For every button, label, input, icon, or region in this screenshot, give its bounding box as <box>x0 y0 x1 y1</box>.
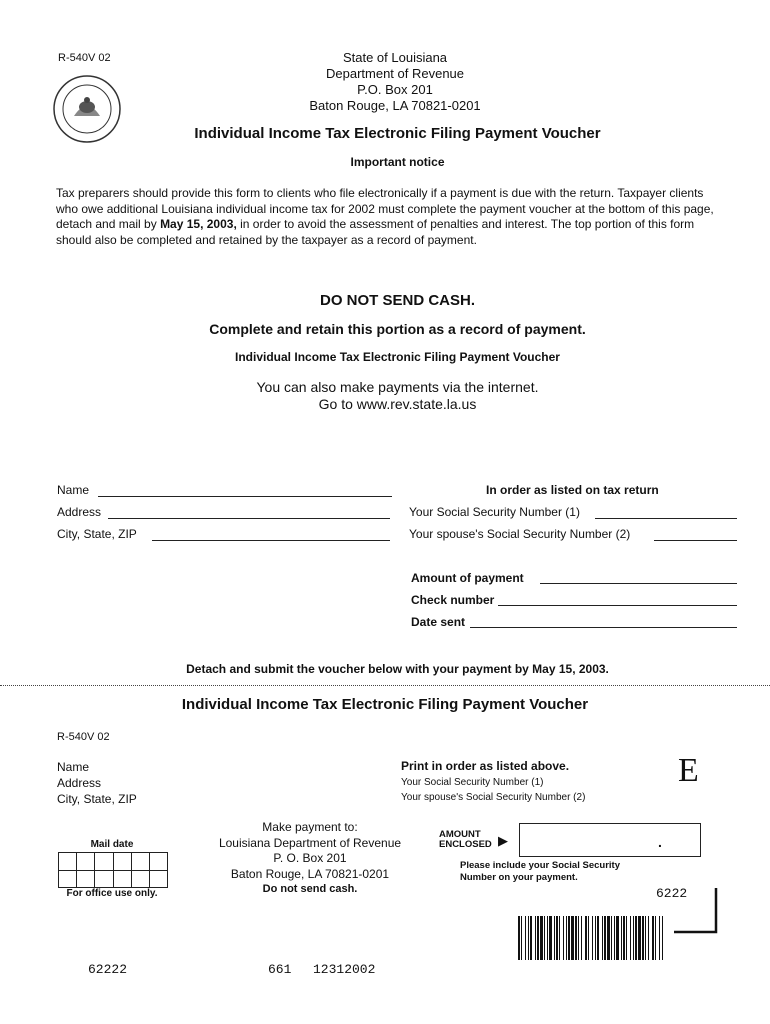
barcode-bar <box>549 916 552 960</box>
decimal-point: . <box>658 834 662 850</box>
barcode <box>518 916 666 960</box>
retain-heading: Complete and retain this portion as a record of payment. <box>209 321 586 337</box>
amount-label-line: ENCLOSED <box>439 839 492 850</box>
barcode-bar <box>611 916 612 960</box>
notice-paragraph <box>56 186 720 248</box>
amount-label-line: AMOUNT <box>439 829 481 840</box>
record-title: Individual Income Tax Electronic Filing Payment Voucher <box>235 350 560 364</box>
barcode-bar <box>602 916 603 960</box>
mail-date-label: Mail date <box>90 839 134 850</box>
amount-enclosed-label <box>439 830 492 850</box>
barcode-bar <box>652 916 654 960</box>
barcode-bar <box>595 916 596 960</box>
agency-line: Department of Revenue <box>325 66 465 81</box>
agency-line: P.O. Box 201 <box>357 82 433 97</box>
important-notice: Important notice <box>350 155 445 169</box>
detach-instruction: Detach and submit the voucher below with your payment by May 15, 2003. <box>186 662 609 676</box>
barcode-bar <box>623 916 625 960</box>
page-title: Individual Income Tax Electronic Filing Payment Voucher <box>194 125 601 142</box>
internet-line: Go to www.rev.state.la.us <box>318 396 477 412</box>
pay-to-address <box>205 820 415 898</box>
barcode-bar <box>607 916 610 960</box>
arrow-right-icon: ▶ <box>498 833 508 848</box>
barcode-bar <box>626 916 627 960</box>
barcode-bar <box>585 916 587 960</box>
internet-line: You can also make payments via the internet. <box>256 379 539 395</box>
barcode-bar <box>648 916 649 960</box>
city-field[interactable] <box>152 540 390 541</box>
voucher-form-code: R-540V 02 <box>57 731 110 743</box>
barcode-bar <box>638 916 641 960</box>
mail-date-grid <box>58 852 168 888</box>
barcode-bar <box>597 916 599 960</box>
ocr-line-2: 661 <box>268 962 292 977</box>
voucher-no-cash: Do not send cash. <box>262 883 358 895</box>
barcode-bar <box>556 916 558 960</box>
voucher-code: 6222 <box>656 886 688 901</box>
barcode-bar <box>568 916 570 960</box>
barcode-bar <box>645 916 646 960</box>
name-label: Name <box>57 483 90 497</box>
include-line: Number on your payment. <box>460 872 578 883</box>
barcode-bar <box>662 916 663 960</box>
barcode-bar <box>630 916 631 960</box>
barcode-bar <box>621 916 622 960</box>
date-sent-field[interactable] <box>470 627 737 628</box>
barcode-bar <box>525 916 526 960</box>
barcode-bar <box>614 916 615 960</box>
barcode-bar <box>554 916 555 960</box>
ocr-line-1: 62222 <box>88 962 128 977</box>
amount-enclosed-field[interactable] <box>519 823 701 857</box>
pay-to-line: Baton Rouge, LA 70821-0201 <box>230 866 390 881</box>
barcode-bar <box>659 916 660 960</box>
barcode-bar <box>592 916 593 960</box>
ssn1-label: Your Social Security Number (1) <box>409 505 580 519</box>
name-field[interactable] <box>98 496 392 497</box>
barcode-bar <box>571 916 574 960</box>
voucher-name-label: Name <box>57 760 90 774</box>
no-cash-heading: DO NOT SEND CASH. <box>319 292 475 309</box>
barcode-bar <box>521 916 522 960</box>
amount-field[interactable] <box>540 583 737 584</box>
voucher-ssn2: Your spouse's Social Security Number (2) <box>401 792 586 803</box>
barcode-bar <box>642 916 644 960</box>
form-code: R-540V 02 <box>58 52 111 64</box>
pay-to-line: P. O. Box 201 <box>273 851 347 865</box>
office-use-note: For office use only. <box>66 888 158 899</box>
ssn1-field[interactable] <box>595 518 737 519</box>
voucher-ssn1: Your Social Security Number (1) <box>401 777 544 788</box>
notice-text: in order to avoid the assessment of penalties and interest. The top portion of this form should also be completed and retained by the taxpayer as a record of payment. <box>56 217 695 247</box>
agency-line: Baton Rouge, LA 70821-0201 <box>309 98 481 113</box>
ssn2-field[interactable] <box>654 540 737 541</box>
barcode-bar <box>655 916 656 960</box>
barcode-bar <box>540 916 543 960</box>
agency-address <box>250 50 540 114</box>
ssn2-label: Your spouse's Social Security Number (2) <box>409 527 631 541</box>
barcode-bar <box>633 916 634 960</box>
date-sent-label: Date sent <box>411 615 466 629</box>
voucher-labels <box>57 759 137 807</box>
address-label: Address <box>57 505 102 519</box>
notice-deadline: May 15, 2003, <box>160 217 237 231</box>
barcode-bar <box>635 916 637 960</box>
print-order: Print in order as listed above. <box>401 759 570 773</box>
barcode-bar <box>616 916 619 960</box>
include-line: Please include your Social Security <box>460 860 620 871</box>
barcode-bar <box>588 916 589 960</box>
amount-label: Amount of payment <box>411 571 524 585</box>
address-field[interactable] <box>108 518 390 519</box>
check-label: Check number <box>411 593 495 607</box>
barcode-bar <box>544 916 545 960</box>
barcode-bar <box>575 916 577 960</box>
barcode-bar <box>566 916 567 960</box>
barcode-bar <box>563 916 564 960</box>
check-field[interactable] <box>498 605 737 606</box>
internet-note <box>0 379 770 413</box>
barcode-bar <box>604 916 606 960</box>
pay-to-line: Make payment to: <box>262 820 358 834</box>
barcode-bar <box>578 916 579 960</box>
corner-mark-icon <box>672 886 720 936</box>
barcode-bar <box>535 916 536 960</box>
voucher-address-label: Address <box>57 776 102 790</box>
barcode-bar <box>530 916 532 960</box>
city-label: City, State, ZIP <box>57 527 137 541</box>
order-heading: In order as listed on tax return <box>486 483 659 497</box>
barcode-bar <box>581 916 582 960</box>
voucher-title: Individual Income Tax Electronic Filing Payment Voucher <box>181 696 589 713</box>
voucher-city-label: City, State, ZIP <box>57 792 137 806</box>
detach-line <box>0 685 770 686</box>
notice-text: Tax preparers should provide this form to clients who file electronically if a payment is due with the return. Taxpayer clients who owe additional Louisiana individual income tax for 2002 must complete the payment voucher at the bottom of this page, detach and mail by <box>56 186 714 231</box>
barcode-bar <box>518 916 520 960</box>
barcode-bar <box>537 916 539 960</box>
barcode-bar <box>547 916 548 960</box>
include-ssn-note <box>460 860 620 884</box>
voucher-letter: E <box>678 752 699 789</box>
agency-line: State of Louisiana <box>342 50 448 65</box>
barcode-bar <box>559 916 560 960</box>
pay-to-line: Louisiana Department of Revenue <box>218 835 402 850</box>
barcode-bar <box>528 916 529 960</box>
ocr-line-3: 12312002 <box>313 962 376 977</box>
